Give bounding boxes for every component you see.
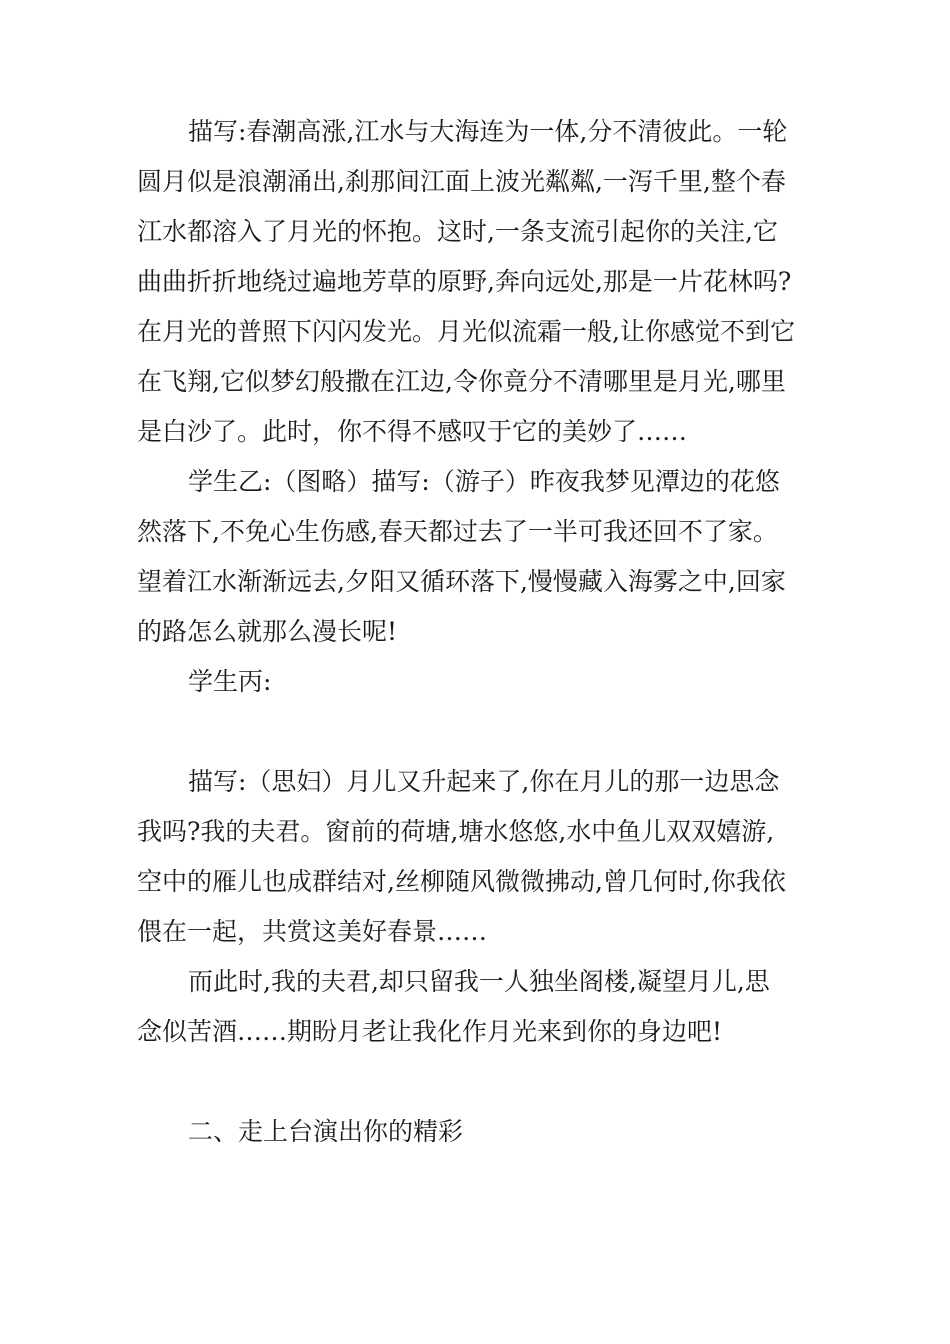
section-heading: 二、走上台演出你的精彩 bbox=[188, 1117, 464, 1146]
paragraph-line: 在月光的普照下闪闪发光。月光似流霜一般,让你感觉不到它 bbox=[137, 317, 795, 346]
paragraph-line: 空中的雁儿也成群结对,丝柳随风微微拂动,曾几何时,你我依 bbox=[137, 867, 786, 896]
paragraph-line: 望着江水渐渐远去,夕阳又循环落下,慢慢藏入海雾之中,回家 bbox=[137, 567, 786, 596]
paragraph-line: 念似苦酒……期盼月老让我化作月光来到你的身边吧! bbox=[137, 1017, 723, 1046]
paragraph-line: 我吗?我的夫君。窗前的荷塘,塘水悠悠,水中鱼儿双双嬉游, bbox=[137, 817, 775, 846]
paragraph-line: 江水都溶入了月光的怀抱。这时,一条支流引起你的关注,它 bbox=[137, 217, 778, 246]
paragraph-line: 曲曲折折地绕过遍地芳草的原野,奔向远处,那是一片花林吗? bbox=[137, 267, 792, 296]
paragraph-line: 在飞翔,它似梦幻般撒在江边,令你竟分不清哪里是月光,哪里 bbox=[137, 367, 786, 396]
paragraph-line: 圆月似是浪潮涌出,刹那间江面上波光粼粼,一泻千里,整个春 bbox=[137, 167, 786, 196]
paragraph-line: 学生丙: bbox=[188, 667, 272, 696]
paragraph-line: 然落下,不免心生伤感,春天都过去了一半可我还回不了家。 bbox=[137, 517, 778, 546]
paragraph-line: 学生乙:（图略）描写:（游子）昨夜我梦见潭边的花悠 bbox=[188, 467, 780, 496]
paragraph-line: 描写:春潮高涨,江水与大海连为一体,分不清彼此。一轮 bbox=[188, 117, 788, 146]
paragraph-line: 描写:（思妇）月儿又升起来了,你在月儿的那一边思念 bbox=[188, 767, 780, 796]
paragraph-line: 而此时,我的夫君,却只留我一人独坐阁楼,凝望月儿,思 bbox=[188, 967, 770, 996]
paragraph-line: 偎在一起，共赏这美好春景…… bbox=[137, 917, 488, 946]
paragraph-line: 的路怎么就那么漫长呢! bbox=[137, 617, 398, 646]
paragraph-line: 是白沙了。此时，你不得不感叹于它的美妙了…… bbox=[137, 417, 688, 446]
